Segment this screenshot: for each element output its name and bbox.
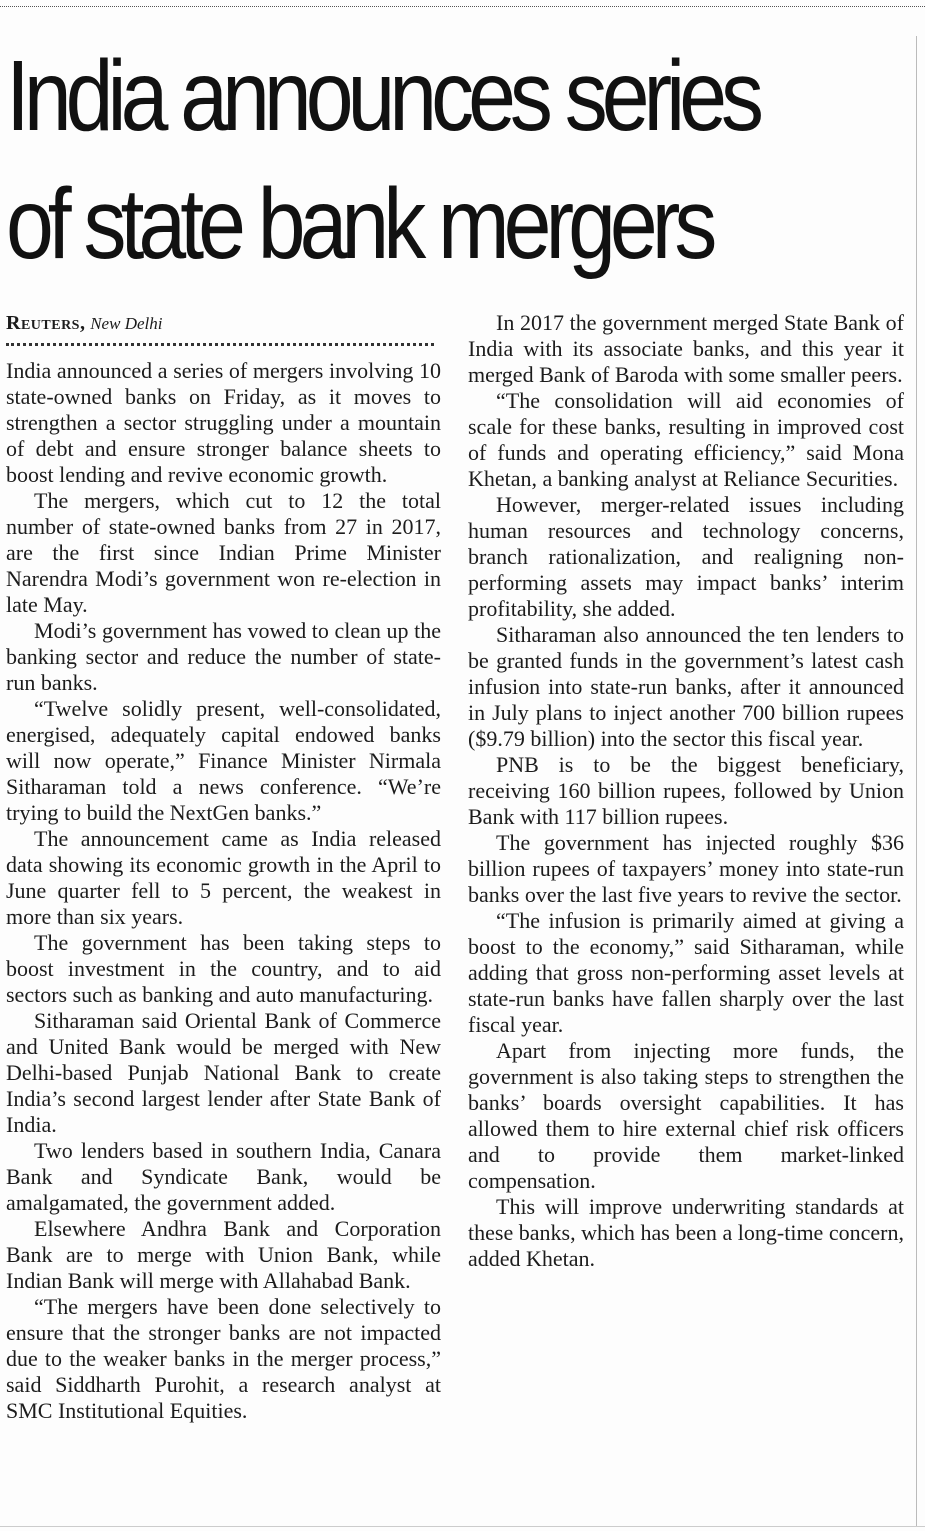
paragraph: In 2017 the government merged State Bank of India with its associate banks, and this year it merged Bank of Baroda with some smaller peers. [468, 310, 904, 387]
right-edge-rule [916, 36, 917, 1526]
paragraph: Elsewhere Andhra Bank and Corporation Bank are to merge with Union Bank, while Indian Bank will merge with Allahabad Bank. [6, 1216, 441, 1293]
byline-agency: Reuters, [6, 312, 86, 334]
paragraph: The government has injected roughly $36 billion rupees of taxpayers’ money into state-run banks over the last five years to revive the sector. [468, 830, 904, 907]
paragraph: The government has been taking steps to boost investment in the country, and to aid sectors such as banking and auto manufacturing. [6, 930, 441, 1007]
paragraph: Sitharaman said Oriental Bank of Commerce and United Bank would be merged with New Delhi-based Punjab National Bank to create India’s second largest lender after State Bank of India. [6, 1008, 441, 1137]
byline [6, 310, 441, 336]
byline-separator [6, 336, 434, 346]
bottom-edge-rule [0, 1526, 925, 1527]
top-dotted-rule [0, 6, 925, 7]
paragraph: Apart from injecting more funds, the government is also taking steps to strengthen the banks’ boards oversight capabilities. It has allowed them to hire external chief risk officers and to provide them market-linked compensation. [468, 1038, 904, 1193]
paragraph: PNB is to be the biggest beneficiary, receiving 160 billion rupees, followed by Union Bank with 117 billion rupees. [468, 752, 904, 829]
article-column-left [6, 310, 441, 1424]
paragraph: “The consolidation will aid economies of scale for these banks, resulting in improved cost of funds and operating efficiency,” said Mona Khetan, a banking analyst at Reliance Securities. [468, 388, 904, 491]
headline [6, 32, 780, 288]
paragraph: “Twelve solidly present, well-consolidated, energised, adequately capital endowed banks will now operate,” Finance Minister Nirmala Sitharaman told a news conference. “We’re trying to build the NextGen banks.” [6, 696, 441, 825]
paragraph: India announced a series of mergers involving 10 state-owned banks on Friday, as it moves to strengthen a sector struggling under a mountain of debt and ensure stronger balance sheets to boost lending and revive economic growth. [6, 358, 441, 487]
article-column-right [468, 310, 904, 1272]
paragraph: This will improve underwriting standards at these banks, which has been a long-time concern, added Khetan. [468, 1194, 904, 1271]
headline-line-2: of state bank mergers [6, 168, 712, 280]
paragraph: Two lenders based in southern India, Canara Bank and Syndicate Bank, would be amalgamated, the government added. [6, 1138, 441, 1215]
paragraph: Modi’s government has vowed to clean up the banking sector and reduce the number of state-run banks. [6, 618, 441, 695]
paragraph: “The infusion is primarily aimed at giving a boost to the economy,” said Sitharaman, while adding that gross non-performing asset levels at state-run banks have fallen sharply over the last fiscal year. [468, 908, 904, 1037]
paragraph: The mergers, which cut to 12 the total number of state-owned banks from 27 in 2017, are the first since Indian Prime Minister Narendra Modi’s government won re-election in late May. [6, 488, 441, 617]
paragraph: The announcement came as India released data showing its economic growth in the April to June quarter fell to 5 percent, the weakest in more than six years. [6, 826, 441, 929]
paragraph: Sitharaman also announced the ten lenders to be granted funds in the government’s latest cash infusion into state-run banks, after it announced in July plans to inject another 700 billion rupees ($9.79 billion) into the sector this fiscal year. [468, 622, 904, 751]
paragraph: However, merger-related issues including human resources and technology concerns, branch rationalization, and realigning non-performing assets may impact banks’ interim profitability, she added. [468, 492, 904, 621]
byline-dateline: New Delhi [90, 314, 163, 333]
paragraph-continued: “The mergers have been done selectively to ensure that the stronger banks are not impacted due to the weaker banks in the merger process,” said Siddharth Purohit, a research analyst at SMC Institutional Equities. [6, 1294, 441, 1423]
headline-line-1: India announces series [6, 40, 759, 152]
